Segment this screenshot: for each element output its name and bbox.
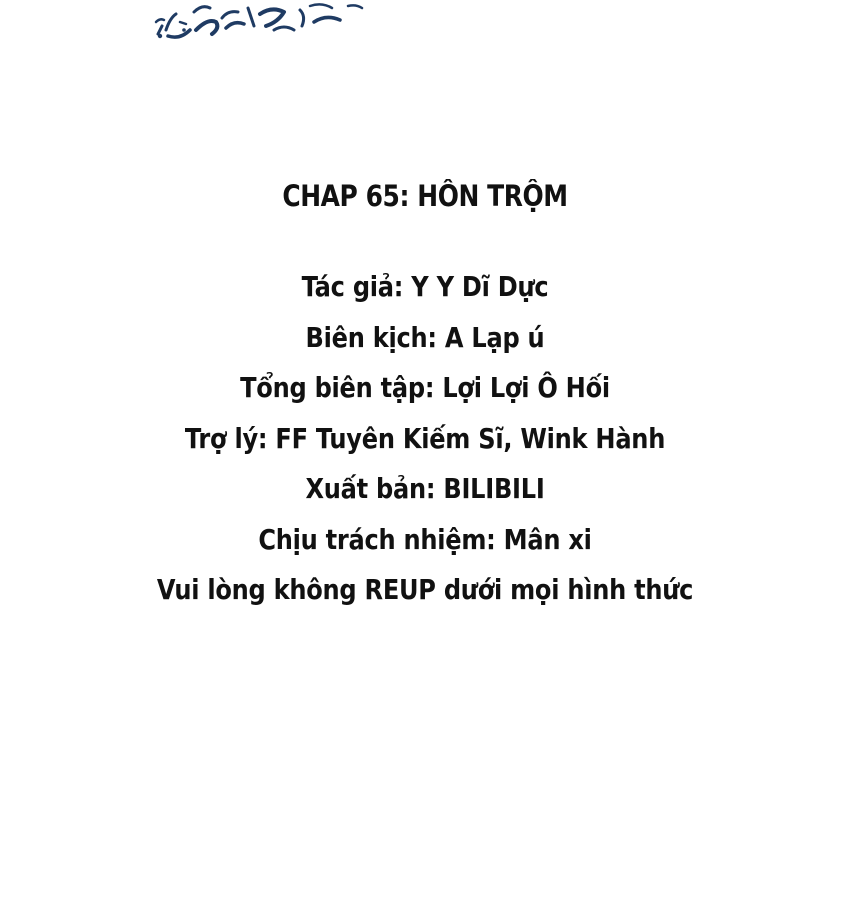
credit-screenwriter: Biên kịch: A Lạp ú (305, 320, 545, 354)
credit-author: Tác giả: Y Y Dĩ Dực (301, 270, 549, 303)
credit-assistants: Trợ lý: FF Tuyên Kiếm Sĩ, Wink Hành (184, 421, 666, 455)
credit-responsible: Chịu trách nhiệm: Mân xi (258, 522, 592, 556)
credits-block (0, 168, 850, 616)
calligraphy-logo-icon (150, 0, 480, 44)
credit-publisher: Xuất bản: BILIBILI (305, 472, 545, 505)
credit-editor-in-chief: Tổng biên tập: Lợi Lợi Ô Hối (240, 371, 610, 404)
no-reupload-notice: Vui lòng không REUP dưới mọi hình thức (156, 573, 694, 606)
chapter-title: CHAP 65: HÔN TRỘM (282, 179, 568, 213)
credit-list (0, 262, 850, 616)
